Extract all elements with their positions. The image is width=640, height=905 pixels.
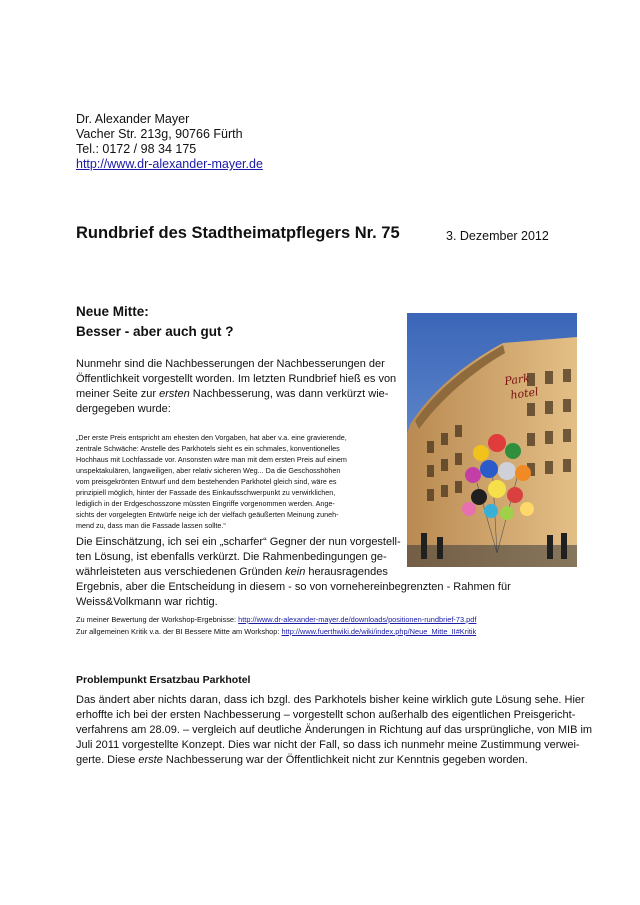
sender-address <box>76 112 263 172</box>
newsletter-date: 3. Dezember 2012 <box>446 229 549 243</box>
hotel-sign-line1: Park <box>503 371 531 388</box>
assessment-paragraph: Die Einschätzung, ich sei ein „scharfer“ Gegner der nun vorgestell- ten Lösung, ist ebenfalls verkürzt. Die Rahmenbedingungen ge- währleisteten aus verschiedenen Gründen kein herausragendes Ergebnis, aber die Entscheidung in diesem - so von vornehereinbegrenzten - Rahmen für Weiss&Volkmann war richtig. <box>76 536 511 608</box>
reference-workshop: Zu meiner Bewertung der Workshop-Ergebnisse: http://www.dr-alexander-mayer.de/downloads/positionen-rundbrief-73.pdf <box>76 615 477 624</box>
parkhotel-paragraph: Das ändert aber nichts daran, dass ich bzgl. des Parkhotels bisher keine wirklich gute Lösung sehe. Hier erhoffte ich bei der ersten Nachbesserung – vorgestellt schon außerhalb des eigentlichen Preisgericht- verfahrens am 28.09. – vergleich auf deutliche Änderungen in Richtung auf das ursprüngliche, von MIB im Juli 2011 vorgestellte Konzept. Dies war nicht der Fall, so dass ich nunmehr meine Zustimmung verwei- gerte. Diese erste Nachbesserung war der Öffentlichkeit nicht zur Kenntnis gegeben worden. <box>76 694 593 766</box>
sender-name: Dr. Alexander Mayer <box>76 112 190 126</box>
reference-workshop-link[interactable]: http://www.dr-alexander-mayer.de/downloads/positionen-rundbrief-73.pdf <box>238 615 477 624</box>
sender-website-link[interactable]: http://www.dr-alexander-mayer.de <box>76 157 263 171</box>
quote-block: „Der erste Preis entspricht am ehesten den Vorgaben, hat aber v.a. eine gravierende, zentrale Schwäche: Anstelle des Parkhotels sieht es ein schmales, konventionelles Hochhaus mit Lochfassade vor. Ansonsten wäre man mit dem ersten Preis auf einem unspektakulären, langweiligen, aber relativ sicheren Weg... Da die Geschosshöhen vom preisgekrönten Entwurf und dem bestehenden Parkhotel gleich sind, wäre es prinzipiell möglich, hinter der Fassade des Einkaufsschwerpunkt zu verwirklichen, lediglich in der Erdgeschosszone müssten Eingriffe vorgenommen werden. Ange- sichts der vorgelegten Entwürfe neige ich der vielfach geäußerten Meinung zuneh- mend zu, dass man die Fassade lassen sollte.“ <box>76 433 347 530</box>
section-subheading: Besser - aber auch gut ? <box>76 324 234 339</box>
reference-criticism-link[interactable]: http://www.fuerthwiki.de/wiki/index.php/Neue_Mitte_II#Kritik <box>281 627 477 636</box>
intro-paragraph: Nunmehr sind die Nachbesserungen der Nachbesserungen der Öffentlichkeit vorgestellt worden. Im letzten Rundbrief hieß es von meiner Seite zur ersten Nachbesserung, was dann verkürzt wie- dergegeben wurde: <box>76 358 397 415</box>
newsletter-title: Rundbrief des Stadtheimatpflegers Nr. 75 <box>76 224 400 242</box>
reference-criticism: Zur allgemeinen Kritik v.a. der BI Bessere Mitte am Workshop: http://www.fuerthwiki.de/wiki/index.php/Neue_Mitte_II#Kritik <box>76 627 477 636</box>
sender-phone: Tel.: 0172 / 98 34 175 <box>76 142 197 156</box>
hotel-sign-line2: hotel <box>509 385 540 402</box>
section-heading-parkhotel: Problempunkt Ersatzbau Parkhotel <box>76 674 251 686</box>
section-heading-neue-mitte: Neue Mitte: <box>76 304 149 319</box>
sender-street: Vacher Str. 213g, 90766 Fürth <box>76 127 243 141</box>
parkhotel-photo <box>407 313 577 567</box>
